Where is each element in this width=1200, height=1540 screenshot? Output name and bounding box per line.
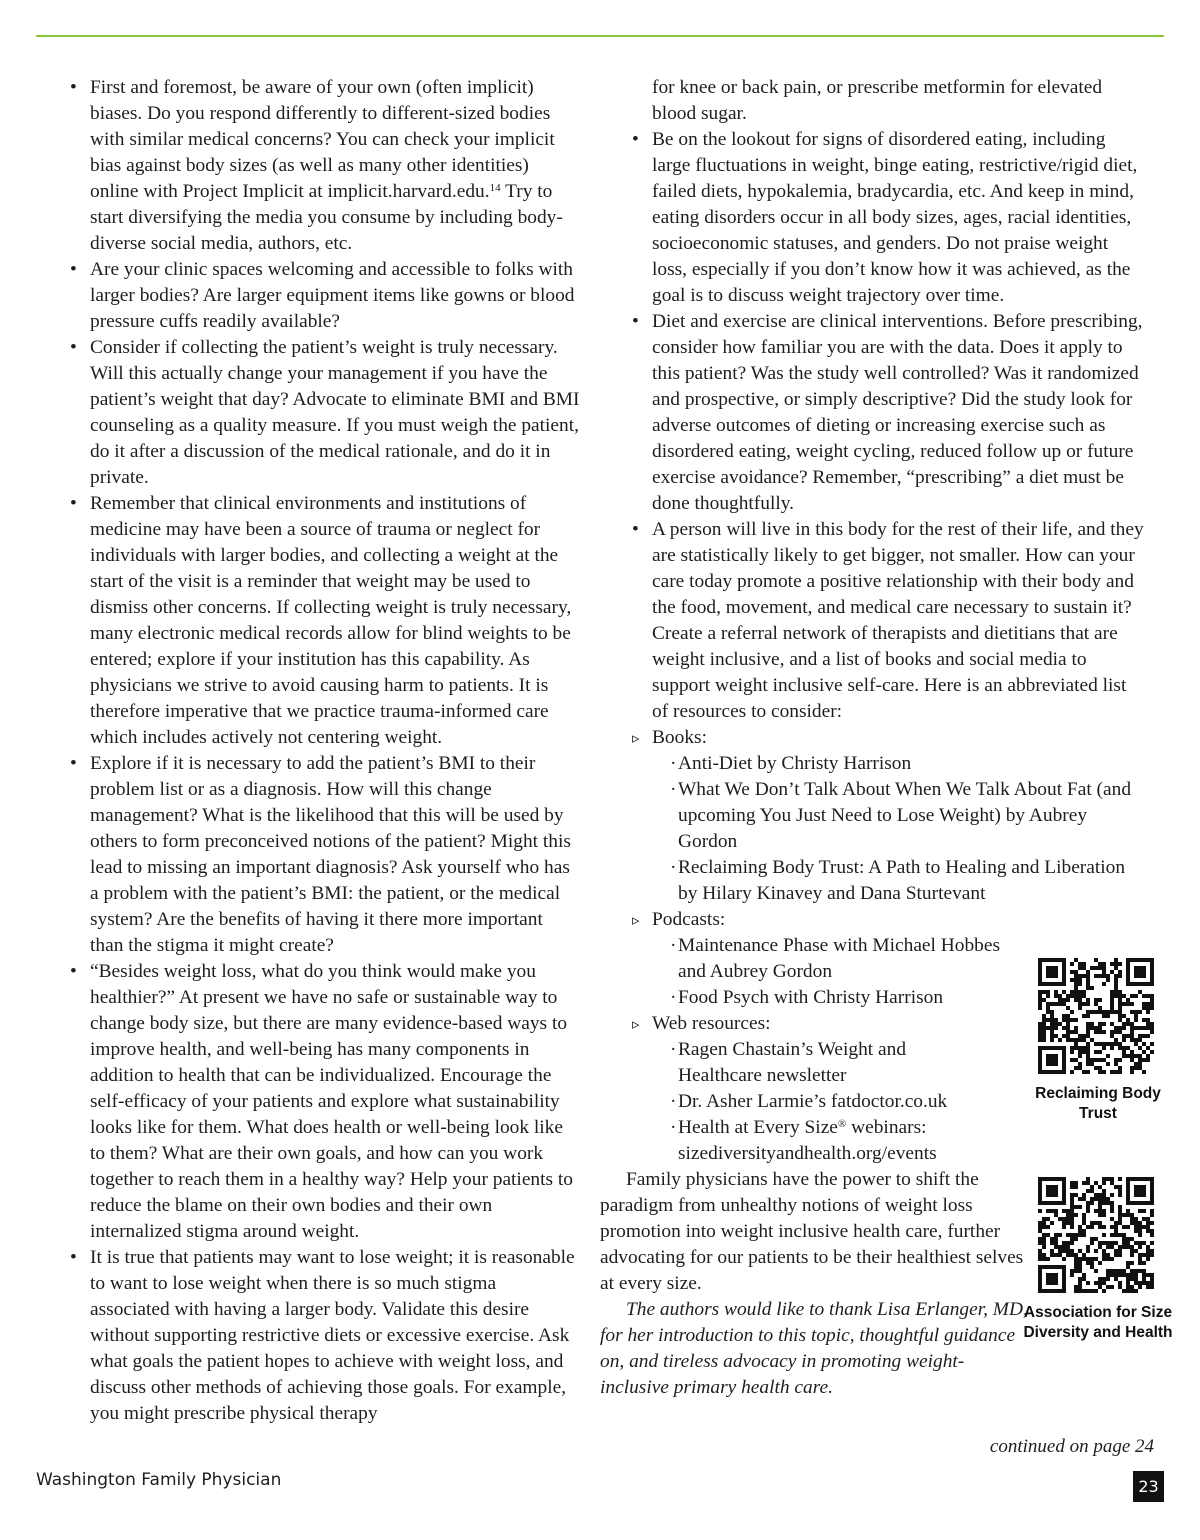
qr-reclaiming-body-trust[interactable] <box>1023 958 1173 1124</box>
book-item: · Reclaiming Body Trust: A Path to Healing and Liberation by Hilary Kinavey and Dana Sturtevant <box>670 855 1145 907</box>
continued-note: continued on page 24 <box>989 1436 1154 1457</box>
book-item: · Anti-Diet by Christy Harrison <box>670 751 1145 777</box>
bullet-clinic-spaces: • Are your clinic spaces welcoming and accessible to folks with larger bodies? Are larger equipment items like gowns or blood pressure cuffs readily available? <box>70 257 580 335</box>
podcasts-label: ▹ Podcasts: <box>632 907 1145 933</box>
web-item: · Health at Every Size® webinars: sizediversityandhealth.org/events <box>670 1115 980 1167</box>
acknowledgment: The authors would like to thank Lisa Erlanger, MD, for her introduction to this topic, thoughtful guidance on, and tireless advocacy in promoting weight-inclusive primary health care. <box>600 1299 1028 1398</box>
continuation-text: for knee or back pain, or prescribe metformin for elevated blood sugar. <box>652 77 1103 124</box>
left-bullet-list <box>70 75 580 1427</box>
podcast-item: · Maintenance Phase with Michael Hobbes and Aubrey Gordon <box>670 933 1030 985</box>
footnote-ref: 14 <box>489 182 501 194</box>
closing-paragraph: Family physicians have the power to shift the paradigm from unhealthy notions of weight loss promotion into weight inclusive health care, further advocating for our patients to be their healthiest selves at every size. <box>600 1169 1024 1294</box>
qr-caption: Association for Size Diversity and Health <box>1023 1304 1173 1341</box>
bullet-live-in-body: • A person will live in this body for the rest of their life, and they are statistically likely to get bigger, not smaller. How can your care today promote a positive relationship with their body and the food, movement, and medical care necessary to sustain it? Create a referral network of therapists and dietitians that are weight inclusive, and a list of books and social media to support weight inclusive self-care. Here is an abbreviated list of resources to consider: <box>632 517 1145 725</box>
web-label: ▹ Web resources: <box>632 1011 1145 1037</box>
left-column <box>70 75 580 1427</box>
web-item: · Dr. Asher Larmie’s fatdoctor.co.uk <box>670 1089 980 1115</box>
bullet-trauma-informed: • Remember that clinical environments and institutions of medicine may have been a source of trauma or neglect for individuals with larger bodies, and collecting a weight at the start of the visit is a reminder that weight may be used to dismiss other concerns. If collecting weight is truly necessary, many electronic medical records allow for blind weights to be entered; explore if your institution has this capability. As physicians we strive to avoid causing harm to patients. It is therefore imperative that we practice trauma-informed care which includes actively not centering weight. <box>70 491 580 751</box>
bullet-disordered-eating: • Be on the lookout for signs of disordered eating, including large fluctuations in weight, binge eating, restrictive/rigid diet, failed diets, hypokalemia, bradycardia, etc. And keep in mind, eating disorders occur in all body sizes, ages, racial identities, socioeconomic statuses, and genders. Do not praise weight loss, especially if you don’t know how it was achieved, as the goal is to discuss weight trajectory over time. <box>632 127 1145 309</box>
qr-code-icon <box>1038 1177 1158 1293</box>
bullet-diet-exercise: • Diet and exercise are clinical interventions. Before prescribing, consider how familiar you are with the data. Does it apply to this patient? Was the study well controlled? Was it randomized and prospective, or simply descriptive? Did the study look for adverse outcomes of dieting or increasing exercise such as disordered eating, weight cycling, reduced follow up or future exercise avoidance? Remember, “prescribing” a diet must be done thoughtfully. <box>632 309 1145 517</box>
right-bullet-list <box>600 127 1145 725</box>
podcast-item: · Food Psych with Christy Harrison <box>670 985 1030 1011</box>
bullet-besides-weight-loss: • “Besides weight loss, what do you think would make you healthier?” At present we have no safe or sustainable way to change body size, but there are many evidence-based ways to improve health, and well-being has many components in addition to health that can be individualized. Encourage the self-efficacy of your patients and explore what sustainability looks like for them. What does health or well-being look like to them? What are their own goals, and how can you work together to reach them in a healthy way? Help your patients to reduce the blame on their own bodies and their own internalized stigma around weight. <box>70 959 580 1245</box>
top-accent-rule <box>36 35 1164 37</box>
bullet-patients-want-weight-loss: • It is true that patients may want to lose weight; it is reasonable to want to lose weight when there is so much stigma associated with having a larger body. Validate this desire without supporting restrictive diets or excessive exercise. Ask what goals the patient hopes to achieve with weight loss, and discuss other methods of achieving those goals. For example, you might prescribe physical therapy <box>70 1245 580 1427</box>
books-label: ▹ Books: <box>632 725 1145 751</box>
qr-code-icon <box>1038 958 1158 1074</box>
publication-name: Washington Family Physician <box>36 1470 282 1490</box>
page-number-badge: 23 <box>1133 1471 1164 1502</box>
bullet-collecting-weight: • Consider if collecting the patient’s weight is truly necessary. Will this actually change your management if you have the patient’s weight that day? Advocate to eliminate BMI and BMI counseling as a quality measure. If you must weigh the patient, do it after a discussion of the medical rationale, and do it in private. <box>70 335 580 491</box>
resources-books <box>600 725 1145 907</box>
bullet-bmi-problem-list: • Explore if it is necessary to add the patient’s BMI to their problem list or as a diagnosis. How will this change management? What is the likelihood that this will be used by others to form preconceived notions of the patient? Might this lead to missing an important diagnosis? Ask yourself who has a problem with the patient’s BMI: the patient, or the medical system? Are the benefits of having it there more important than the stigma it might create? <box>70 751 580 959</box>
podcasts-list <box>632 933 1030 1011</box>
registered-mark: ® <box>837 1118 847 1130</box>
web-item: · Ragen Chastain’s Weight and Healthcare newsletter <box>670 1037 980 1089</box>
qr-size-diversity-health[interactable] <box>1023 1177 1173 1343</box>
book-item: · What We Don’t Talk About When We Talk About Fat (and upcoming You Just Need to Lose Weight) by Aubrey Gordon <box>670 777 1145 855</box>
books-list <box>632 751 1145 907</box>
bullet-implicit-bias: • First and foremost, be aware of your own (often implicit) biases. Do you respond differently to different-sized bodies with similar medical concerns? You can check your implicit bias against body sizes (as well as many other identities) online with Project Implicit at implicit.harvard.edu.$^{14}$ Try to start diversifying the media you consume by including body-diverse social media, authors, etc. <box>70 75 580 257</box>
web-list <box>632 1037 980 1167</box>
qr-caption: Reclaiming Body Trust <box>1035 1085 1161 1122</box>
